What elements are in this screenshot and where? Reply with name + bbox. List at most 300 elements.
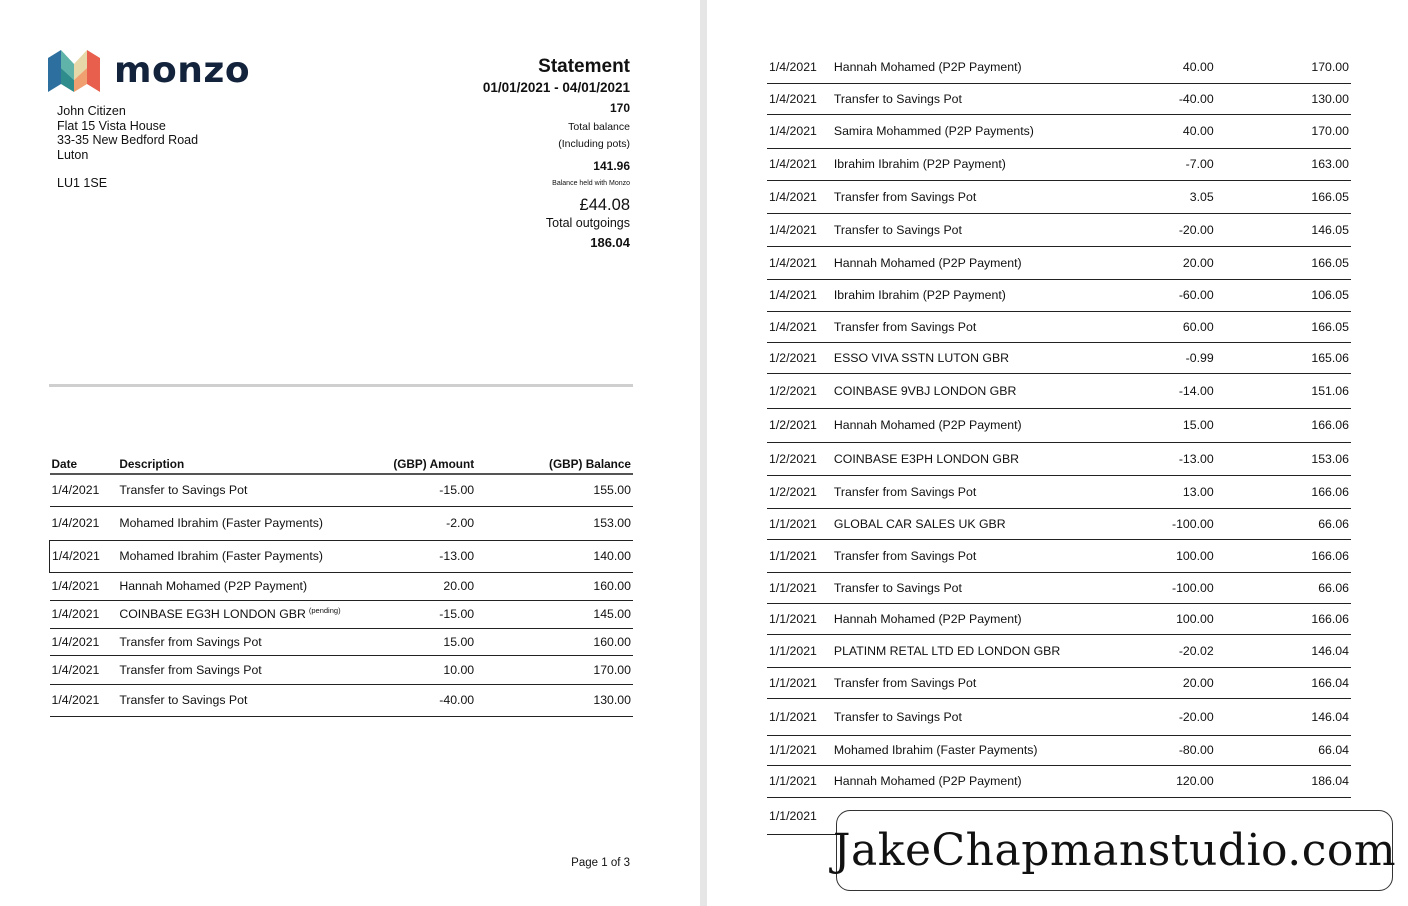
- amount-text: -20.00: [1178, 709, 1214, 724]
- balance-text: 166.06: [1311, 484, 1349, 499]
- watermark-banner: JakeChapmanstudio.com: [836, 810, 1393, 891]
- date-text: 1/1/2021: [769, 580, 817, 595]
- cell-amount: [1092, 180, 1215, 213]
- cell-description: [832, 180, 1092, 213]
- cell-amount: [1092, 667, 1215, 698]
- cell-date: [767, 213, 832, 246]
- cell-amount: [1092, 572, 1215, 603]
- balance-text: 106.05: [1311, 288, 1349, 302]
- cell-description: [117, 684, 342, 716]
- cell-date: [767, 797, 832, 834]
- balance-text: 153.06: [1311, 451, 1349, 466]
- cell-balance: [476, 655, 633, 684]
- amount-text: -15.00: [439, 483, 475, 498]
- cell-balance: [476, 474, 633, 506]
- table-row: [767, 634, 1351, 667]
- amount-text: 100.00: [1176, 548, 1214, 563]
- cell-date: [50, 684, 118, 716]
- cell-date: [767, 246, 832, 279]
- balance-text: 186.04: [1311, 774, 1349, 788]
- cell-amount: [1092, 279, 1215, 311]
- cell-description: [832, 735, 1092, 765]
- cell-date: [767, 508, 832, 539]
- amount-text: 13.00: [1182, 484, 1214, 499]
- total-balance-note: (Including pots): [558, 137, 630, 150]
- cell-amount: [1092, 342, 1215, 373]
- balance-text: 166.05: [1311, 319, 1349, 334]
- cell-amount: [1092, 735, 1215, 765]
- description-text: Transfer to Savings Pot: [833, 709, 962, 724]
- cell-description: [832, 83, 1092, 114]
- amount-text: -60.00: [1178, 288, 1214, 302]
- total-balance-value: 170: [609, 101, 630, 115]
- amount-text: 100.00: [1176, 611, 1214, 626]
- balance-text: 145.00: [593, 607, 631, 621]
- amount-text: 40.00: [1182, 59, 1214, 74]
- cell-balance: [1216, 572, 1351, 603]
- cell-description: [832, 373, 1092, 408]
- table-row: [767, 311, 1351, 342]
- description-text: Hannah Mohamed (P2P Payment): [833, 255, 1022, 270]
- balance-text: 166.05: [1311, 189, 1349, 204]
- cell-description: [832, 148, 1092, 180]
- table-row: [767, 246, 1351, 279]
- cell-date: [50, 628, 118, 655]
- customer-address: [57, 104, 198, 191]
- description-text: Ibrahim Ibrahim (P2P Payment): [833, 288, 1006, 302]
- date-text: 1/4/2021: [769, 319, 817, 334]
- table-row: [767, 279, 1351, 311]
- description-text: Transfer to Savings Pot: [833, 91, 962, 106]
- address-line-1: Flat 15 Vista House: [57, 118, 166, 133]
- amount-text: -80.00: [1178, 743, 1214, 757]
- statement-title: Statement: [538, 56, 630, 77]
- cell-amount: [1092, 442, 1215, 475]
- cell-balance: [1216, 475, 1351, 508]
- description-text: Hannah Mohamed (P2P Payment): [833, 59, 1022, 74]
- cell-amount: [1092, 475, 1215, 508]
- date-text: 1/1/2021: [769, 611, 817, 626]
- cell-balance: [1216, 735, 1351, 765]
- cell-date: [767, 634, 832, 667]
- cell-description: [832, 246, 1092, 279]
- statement-summary: [370, 55, 630, 252]
- balance-text: 160.00: [593, 579, 631, 593]
- description-text: Transfer from Savings Pot: [833, 675, 977, 690]
- description-text: Transfer to Savings Pot: [833, 580, 962, 595]
- pending-tag: (pending): [308, 606, 341, 616]
- balance-text: 166.06: [1311, 548, 1349, 563]
- amount-text: -13.00: [439, 549, 475, 563]
- balance-text: 151.06: [1311, 383, 1349, 398]
- date-text: 1/2/2021: [769, 451, 817, 466]
- cell-amount: [343, 474, 477, 506]
- cell-balance: [1216, 765, 1351, 797]
- cell-amount: [343, 600, 477, 628]
- date-text: 1/4/2021: [52, 549, 100, 563]
- balance-text: 130.00: [593, 693, 631, 707]
- date-text: 1/4/2021: [769, 222, 817, 237]
- cell-date: [50, 474, 118, 506]
- cell-amount: [343, 684, 477, 716]
- balance-text: 166.06: [1311, 611, 1349, 626]
- cell-description: [832, 311, 1092, 342]
- cell-amount: [1092, 698, 1215, 735]
- statement-period: 01/01/2021 - 04/01/2021: [482, 80, 630, 95]
- date-text: 1/4/2021: [769, 124, 817, 138]
- table-row: [767, 572, 1351, 603]
- description-text: PLATINM RETAL LTD ED LONDON GBR: [833, 643, 1061, 658]
- cell-date: [767, 51, 832, 83]
- cell-description: [117, 506, 342, 540]
- cell-balance: [1216, 634, 1351, 667]
- balance-text: 170.00: [1311, 124, 1349, 138]
- date-text: 1/1/2021: [769, 709, 817, 724]
- amount-text: -100.00: [1171, 580, 1214, 595]
- table-row: [767, 442, 1351, 475]
- table-row: [767, 508, 1351, 539]
- balance-text: 170.00: [1311, 59, 1349, 74]
- cell-date: [767, 765, 832, 797]
- date-text: 1/4/2021: [769, 288, 817, 302]
- description-text: Transfer to Savings Pot: [119, 693, 248, 707]
- cell-amount: [1092, 213, 1215, 246]
- amount-text: 15.00: [1182, 418, 1214, 432]
- cell-date: [50, 506, 118, 540]
- cell-amount: [1092, 246, 1215, 279]
- table-row: [50, 655, 634, 684]
- cell-amount: [343, 506, 477, 540]
- balance-text: 130.00: [1311, 91, 1349, 106]
- table-row: [767, 114, 1351, 148]
- cell-balance: [1216, 51, 1351, 83]
- transactions-table-page-2: [767, 51, 1351, 835]
- date-text: 1/4/2021: [51, 662, 100, 677]
- date-text: 1/2/2021: [769, 350, 817, 365]
- cell-date: [767, 279, 832, 311]
- cell-date: [767, 603, 832, 634]
- date-text: 1/1/2021: [769, 548, 817, 563]
- cell-date: [767, 373, 832, 408]
- amount-text: 40.00: [1182, 124, 1214, 138]
- cell-date: [767, 539, 832, 572]
- amount-text: -15.00: [439, 607, 475, 621]
- table-row: [767, 180, 1351, 213]
- cell-description: [117, 540, 342, 572]
- date-text: 1/4/2021: [51, 516, 100, 530]
- header-date: Date: [50, 453, 118, 474]
- address-city: Luton: [57, 147, 89, 162]
- description-text: Hannah Mohamed (P2P Payment): [833, 418, 1022, 432]
- amount-text: -7.00: [1185, 157, 1214, 171]
- cell-date: [50, 540, 118, 572]
- cell-description: [832, 508, 1092, 539]
- cell-balance: [1216, 180, 1351, 213]
- date-text: 1/1/2021: [769, 743, 817, 757]
- table-row: [50, 684, 634, 716]
- cell-description: [117, 600, 342, 628]
- amount-text: -20.00: [1178, 222, 1214, 237]
- description-text: COINBASE E3PH LONDON GBR: [833, 451, 1020, 466]
- cell-description: [832, 442, 1092, 475]
- cell-balance: [1216, 667, 1351, 698]
- amount-text: 120.00: [1176, 774, 1214, 788]
- date-text: 1/4/2021: [769, 189, 817, 204]
- balance-text: 166.04: [1311, 675, 1349, 690]
- cell-date: [767, 475, 832, 508]
- cell-date: [767, 83, 832, 114]
- table-row: [767, 83, 1351, 114]
- table-row: [767, 373, 1351, 408]
- date-text: 1/4/2021: [769, 91, 817, 106]
- cell-amount: [1092, 603, 1215, 634]
- date-text: 1/2/2021: [769, 484, 817, 499]
- cell-description: [117, 655, 342, 684]
- cell-balance: [1216, 114, 1351, 148]
- date-text: 1/1/2021: [769, 675, 817, 690]
- amount-text: -40.00: [1178, 91, 1214, 106]
- address-line-2: 33-35 New Bedford Road: [57, 133, 199, 148]
- cell-description: [832, 698, 1092, 735]
- amount-text: 15.00: [443, 634, 475, 649]
- balance-text: 153.00: [593, 516, 631, 530]
- amount-text: -40.00: [439, 693, 475, 707]
- table-row: [50, 572, 634, 600]
- cell-description: [117, 474, 342, 506]
- balance-held-value: 141.96: [593, 159, 630, 173]
- description-text: Mohamed Ibrahim (Faster Payments): [119, 516, 323, 530]
- amount-text: -20.02: [1178, 643, 1214, 658]
- header-balance: (GBP) Balance: [476, 453, 633, 474]
- balance-text: 66.06: [1318, 516, 1349, 531]
- description-text: Hannah Mohamed (P2P Payment): [833, 611, 1022, 626]
- cell-description: [832, 213, 1092, 246]
- cell-balance: [1216, 148, 1351, 180]
- balance-text: 146.05: [1311, 222, 1349, 237]
- cell-balance: [1216, 342, 1351, 373]
- cell-date: [50, 600, 118, 628]
- balance-text: 140.00: [593, 549, 631, 563]
- date-text: 1/1/2021: [769, 643, 817, 658]
- cell-description: [832, 408, 1092, 442]
- date-text: 1/4/2021: [51, 607, 100, 621]
- cell-balance: [476, 600, 633, 628]
- description-text: ESSO VIVA SSTN LUTON GBR: [833, 350, 1010, 365]
- page-number: Page 1 of 3: [571, 857, 630, 869]
- cell-amount: [1092, 634, 1215, 667]
- balance-held-label: Balance held with Monzo: [552, 180, 630, 187]
- cell-amount: [343, 628, 477, 655]
- description-text: COINBASE 9VBJ LONDON GBR: [833, 383, 1017, 398]
- cell-balance: [476, 684, 633, 716]
- cell-description: [832, 572, 1092, 603]
- cell-date: [767, 735, 832, 765]
- amount-text: -13.00: [1178, 451, 1214, 466]
- cell-balance: [476, 540, 633, 572]
- cell-amount: [1092, 148, 1215, 180]
- amount-text: 10.00: [443, 662, 475, 677]
- balance-text: 163.00: [1311, 157, 1349, 171]
- date-text: 1/1/2021: [769, 774, 817, 788]
- cell-balance: [1216, 311, 1351, 342]
- table-row: [767, 735, 1351, 765]
- cell-amount: [1092, 408, 1215, 442]
- cell-description: [117, 572, 342, 600]
- table-row: [50, 474, 634, 506]
- cell-balance: [1216, 373, 1351, 408]
- table-row: [767, 539, 1351, 572]
- customer-name: John Citizen: [57, 104, 126, 118]
- cell-date: [767, 408, 832, 442]
- cell-balance: [1216, 508, 1351, 539]
- amount-text: -100.00: [1171, 516, 1214, 531]
- cell-description: [832, 342, 1092, 373]
- balance-text: 160.00: [593, 634, 631, 649]
- description-text: Samira Mohammed (P2P Payments): [833, 124, 1034, 138]
- cell-balance: [1216, 408, 1351, 442]
- description-text: Hannah Mohamed (P2P Payment): [833, 774, 1022, 788]
- balance-text: 146.04: [1311, 709, 1349, 724]
- amount-text: 20.00: [443, 579, 475, 593]
- amount-text: -2.00: [446, 516, 475, 530]
- cell-description: [117, 628, 342, 655]
- cell-amount: [1092, 508, 1215, 539]
- table-row: [50, 506, 634, 540]
- balance-text: 170.00: [593, 662, 631, 677]
- date-text: 1/4/2021: [51, 483, 100, 498]
- cell-amount: [1092, 114, 1215, 148]
- cell-date: [50, 572, 118, 600]
- date-text: 1/2/2021: [769, 418, 817, 432]
- table-row: [767, 603, 1351, 634]
- outgoings-value: £44.08: [579, 196, 630, 214]
- balance-text: 165.06: [1311, 350, 1349, 365]
- balance-text: 66.04: [1318, 743, 1349, 757]
- description-text: Transfer from Savings Pot: [833, 484, 977, 499]
- cell-description: [832, 634, 1092, 667]
- cell-date: [767, 148, 832, 180]
- cell-balance: [476, 506, 633, 540]
- description-text: Transfer from Savings Pot: [833, 548, 977, 563]
- cell-date: [767, 311, 832, 342]
- description-text: Hannah Mohamed (P2P Payment): [119, 579, 308, 593]
- description-text: COINBASE EG3H LONDON GBR: [119, 607, 306, 622]
- date-text: 1/4/2021: [769, 157, 817, 171]
- cell-amount: [343, 655, 477, 684]
- statement-page-1: [0, 0, 700, 906]
- cell-amount: [343, 572, 477, 600]
- table-row: [50, 540, 634, 572]
- cell-date: [767, 572, 832, 603]
- table-row: [767, 148, 1351, 180]
- table-row: [50, 600, 634, 628]
- cell-date: [767, 342, 832, 373]
- monzo-wordmark: monzo: [114, 50, 251, 91]
- date-text: 1/4/2021: [51, 579, 100, 593]
- cell-date: [767, 698, 832, 735]
- balance-text: 66.06: [1318, 580, 1349, 595]
- balance-text: 166.06: [1311, 418, 1349, 432]
- cell-balance: [476, 628, 633, 655]
- cell-description: [832, 279, 1092, 311]
- date-text: 1/4/2021: [51, 634, 100, 649]
- cell-description: [832, 475, 1092, 508]
- date-text: 1/4/2021: [51, 693, 100, 707]
- cell-date: [767, 667, 832, 698]
- cell-balance: [476, 572, 633, 600]
- balance-text: 155.00: [593, 483, 631, 498]
- cell-description: [832, 539, 1092, 572]
- cell-date: [50, 655, 118, 684]
- header-amount: (GBP) Amount: [343, 453, 477, 474]
- cell-amount: [1092, 51, 1215, 83]
- cell-amount: [1092, 83, 1215, 114]
- amount-text: -0.99: [1185, 350, 1214, 365]
- cell-amount: [1092, 765, 1215, 797]
- description-text: Transfer from Savings Pot: [833, 189, 977, 204]
- description-text: Transfer to Savings Pot: [119, 483, 248, 498]
- amount-text: 60.00: [1182, 319, 1214, 334]
- cell-description: [832, 603, 1092, 634]
- description-text: Mohamed Ibrahim (Faster Payments): [833, 743, 1038, 757]
- table-row: [767, 475, 1351, 508]
- cell-balance: [1216, 603, 1351, 634]
- table-row: [50, 628, 634, 655]
- date-text: 1/4/2021: [769, 255, 817, 270]
- table-row: [767, 765, 1351, 797]
- cell-balance: [1216, 442, 1351, 475]
- transactions-table-page-1: [49, 453, 633, 717]
- monzo-m-icon: [48, 50, 100, 92]
- cell-balance: [1216, 279, 1351, 311]
- cell-date: [767, 114, 832, 148]
- balance-text: 166.05: [1311, 255, 1349, 270]
- cell-date: [767, 180, 832, 213]
- table-row: [767, 213, 1351, 246]
- table-row: [767, 51, 1351, 83]
- cell-balance: [1216, 213, 1351, 246]
- description-text: Transfer from Savings Pot: [833, 319, 977, 334]
- table-row: [767, 667, 1351, 698]
- cell-description: [832, 765, 1092, 797]
- balance-text: 146.04: [1311, 643, 1349, 658]
- description-text: GLOBAL CAR SALES UK GBR: [833, 516, 1006, 531]
- outgoings-label: Total outgoings: [545, 216, 630, 230]
- cell-balance: [1216, 539, 1351, 572]
- description-text: Transfer from Savings Pot: [119, 662, 262, 677]
- amount-text: 20.00: [1182, 255, 1214, 270]
- cell-balance: [1216, 246, 1351, 279]
- date-text: 1/2/2021: [769, 383, 817, 398]
- date-text: 1/4/2021: [769, 59, 817, 74]
- cell-amount: [1092, 311, 1215, 342]
- cell-amount: [1092, 539, 1215, 572]
- description-text: Mohamed Ibrahim (Faster Payments): [119, 549, 323, 563]
- outgoings-total: 186.04: [590, 235, 630, 250]
- section-divider: [49, 384, 633, 387]
- amount-text: -14.00: [1178, 383, 1214, 398]
- date-text: 1/1/2021: [769, 808, 817, 823]
- date-text: 1/1/2021: [769, 516, 817, 531]
- cell-amount: [343, 540, 477, 572]
- cell-description: [832, 667, 1092, 698]
- cell-balance: [1216, 698, 1351, 735]
- monzo-logo: [48, 50, 250, 92]
- total-balance-label: Total balance: [568, 121, 630, 133]
- table-header-row: [50, 453, 634, 474]
- cell-amount: [1092, 373, 1215, 408]
- header-description: Description: [117, 453, 342, 474]
